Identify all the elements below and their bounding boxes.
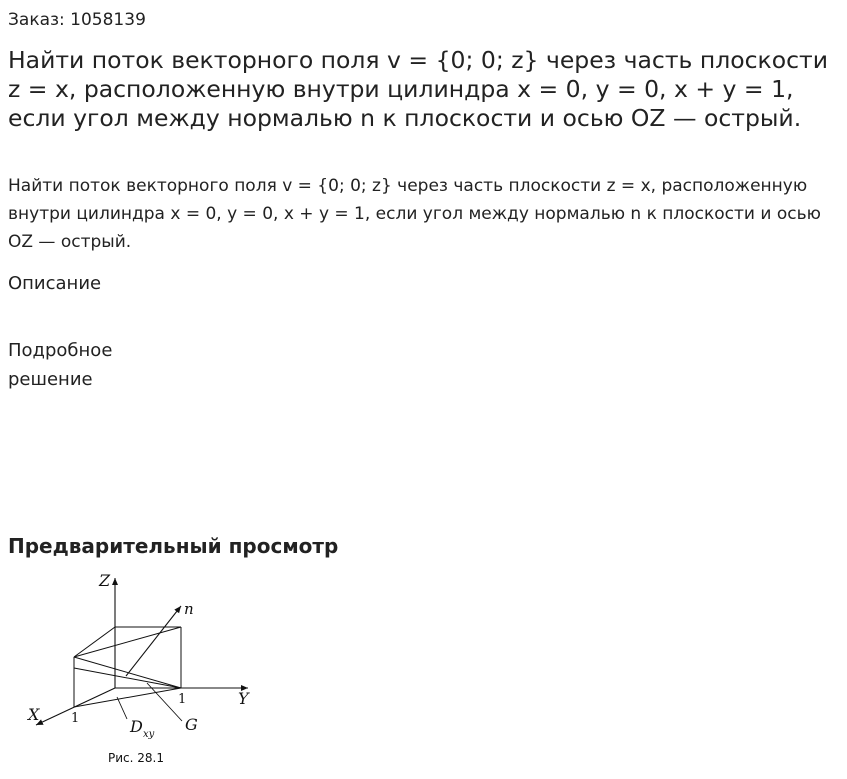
- normal-vector: [126, 606, 181, 676]
- y-tick-label: 1: [178, 692, 187, 707]
- solution-tab[interactable]: Подробное решение: [8, 340, 113, 390]
- dxy-leader: [117, 697, 127, 719]
- z-axis-label: Z: [99, 571, 111, 590]
- region-subscript: xy: [143, 729, 155, 740]
- edge-top-left: [74, 627, 115, 657]
- description-tab[interactable]: Описание: [8, 273, 102, 294]
- preview-figure: [22, 566, 262, 774]
- x-tick-label: 1: [71, 711, 80, 726]
- x-axis-label: X: [28, 705, 40, 724]
- y-axis-label: Y: [238, 689, 249, 708]
- plane-edge-2: [74, 657, 181, 688]
- region-label: D: [130, 717, 143, 736]
- order-number: Заказ: 1058139: [8, 10, 146, 30]
- region-diagonal: [74, 688, 181, 707]
- plane-edge-3: [74, 668, 181, 688]
- plane-edge-1: [74, 627, 181, 657]
- surface-label: G: [185, 715, 198, 734]
- preview-heading: Предварительный просмотр: [8, 534, 339, 558]
- page-title: Найти поток векторного поля v = {0; 0; z} через часть плоскости z = x, расположенную внутри цилиндра x = 0, y = 0, x + y = 1, если угол между нормалью n к плоскости и осью OZ — острый.: [8, 46, 828, 132]
- normal-label: n: [184, 600, 194, 618]
- figure-caption: Рис. 28.1: [108, 751, 164, 765]
- problem-text: Найти поток векторного поля v = {0; 0; z} через часть плоскости z = x, расположенную внутри цилиндра x = 0, y = 0, x + y = 1, если угол между нормалью n к плоскости и осью OZ — острый.: [8, 176, 821, 252]
